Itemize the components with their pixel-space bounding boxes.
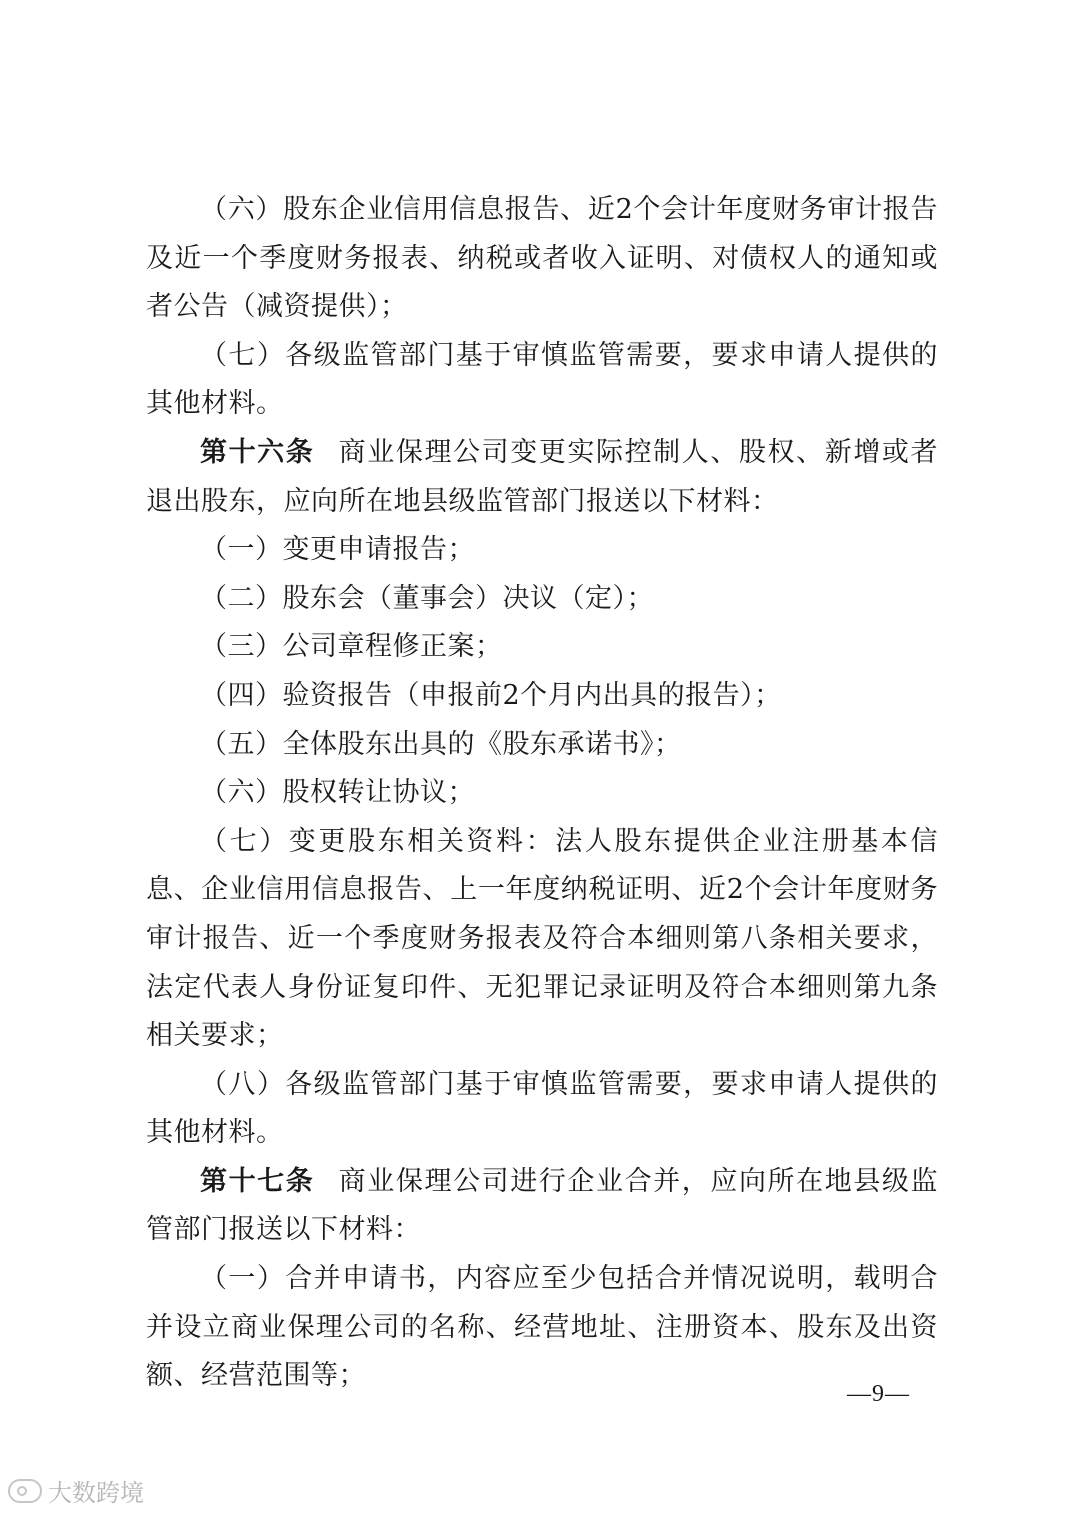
paragraph-text: （六）股东企业信用信息报告、近2个会计年度财务审计报告及近一个季度财务报表、纳税或者收入证明、对债权人的通知或者公告（减资提供）； <box>146 194 938 323</box>
paragraph-text: （六）股权转让协议； <box>200 777 475 809</box>
paragraph-text: （七）变更股东相关资料：法人股东提供企业注册基本信息、企业信用信息报告、上一年度纳税证明、近2个会计年度财务审计报告、近一个季度财务报表及符合本细则第八条相关要求，法定代表人身份证复印件、无犯罪记录证明及符合本细则第九条相关要求； <box>146 825 938 1052</box>
paragraph-text: （一）合并申请书，内容应至少包括合并情况说明，载明合并设立商业保理公司的名称、经营地址、注册资本、股东及出资额、经营范围等； <box>146 1263 938 1392</box>
paragraph <box>146 1061 938 1158</box>
paragraph <box>146 526 938 575</box>
paragraph-text: （八）各级监管部门基于审慎监管需要，要求申请人提供的其他材料。 <box>146 1068 938 1149</box>
paragraph <box>146 332 938 429</box>
paragraph <box>146 721 938 770</box>
paragraph-text: （五）全体股东出具的《股东承诺书》； <box>200 728 682 760</box>
paragraph <box>146 818 938 1061</box>
paragraph <box>146 186 938 332</box>
paragraph-text: 商业保理公司变更实际控制人、股权、新增或者退出股东，应向所在地县级监管部门报送以下材料： <box>146 436 939 517</box>
paragraph-text: 商业保理公司进行企业合并，应向所在地县级监管部门报送以下材料： <box>146 1165 939 1246</box>
paragraph-text: （二）股东会（董事会）决议（定）； <box>200 582 654 614</box>
page-number: —9— <box>847 1381 910 1407</box>
paragraph <box>146 575 938 624</box>
paragraph-text: （四）验资报告（申报前2个月内出具的报告）； <box>200 679 782 711</box>
watermark-text: 大数跨境 <box>48 1479 144 1507</box>
paragraph-text: （七）各级监管部门基于审慎监管需要，要求申请人提供的其他材料。 <box>146 339 938 420</box>
article-title: 第十七条 <box>200 1165 315 1197</box>
paragraph <box>146 672 938 721</box>
article-paragraph <box>146 429 938 526</box>
paragraph <box>146 769 938 818</box>
watermark <box>8 1473 144 1508</box>
paragraph-text: （一）变更申请报告； <box>200 534 475 566</box>
paragraph <box>146 1255 938 1401</box>
document-body <box>146 186 938 1401</box>
paragraph <box>146 623 938 672</box>
article-paragraph <box>146 1158 938 1255</box>
paragraph-text: （三）公司章程修正案； <box>200 631 503 663</box>
brand-logo-icon <box>8 1479 42 1503</box>
article-title: 第十六条 <box>200 436 315 468</box>
